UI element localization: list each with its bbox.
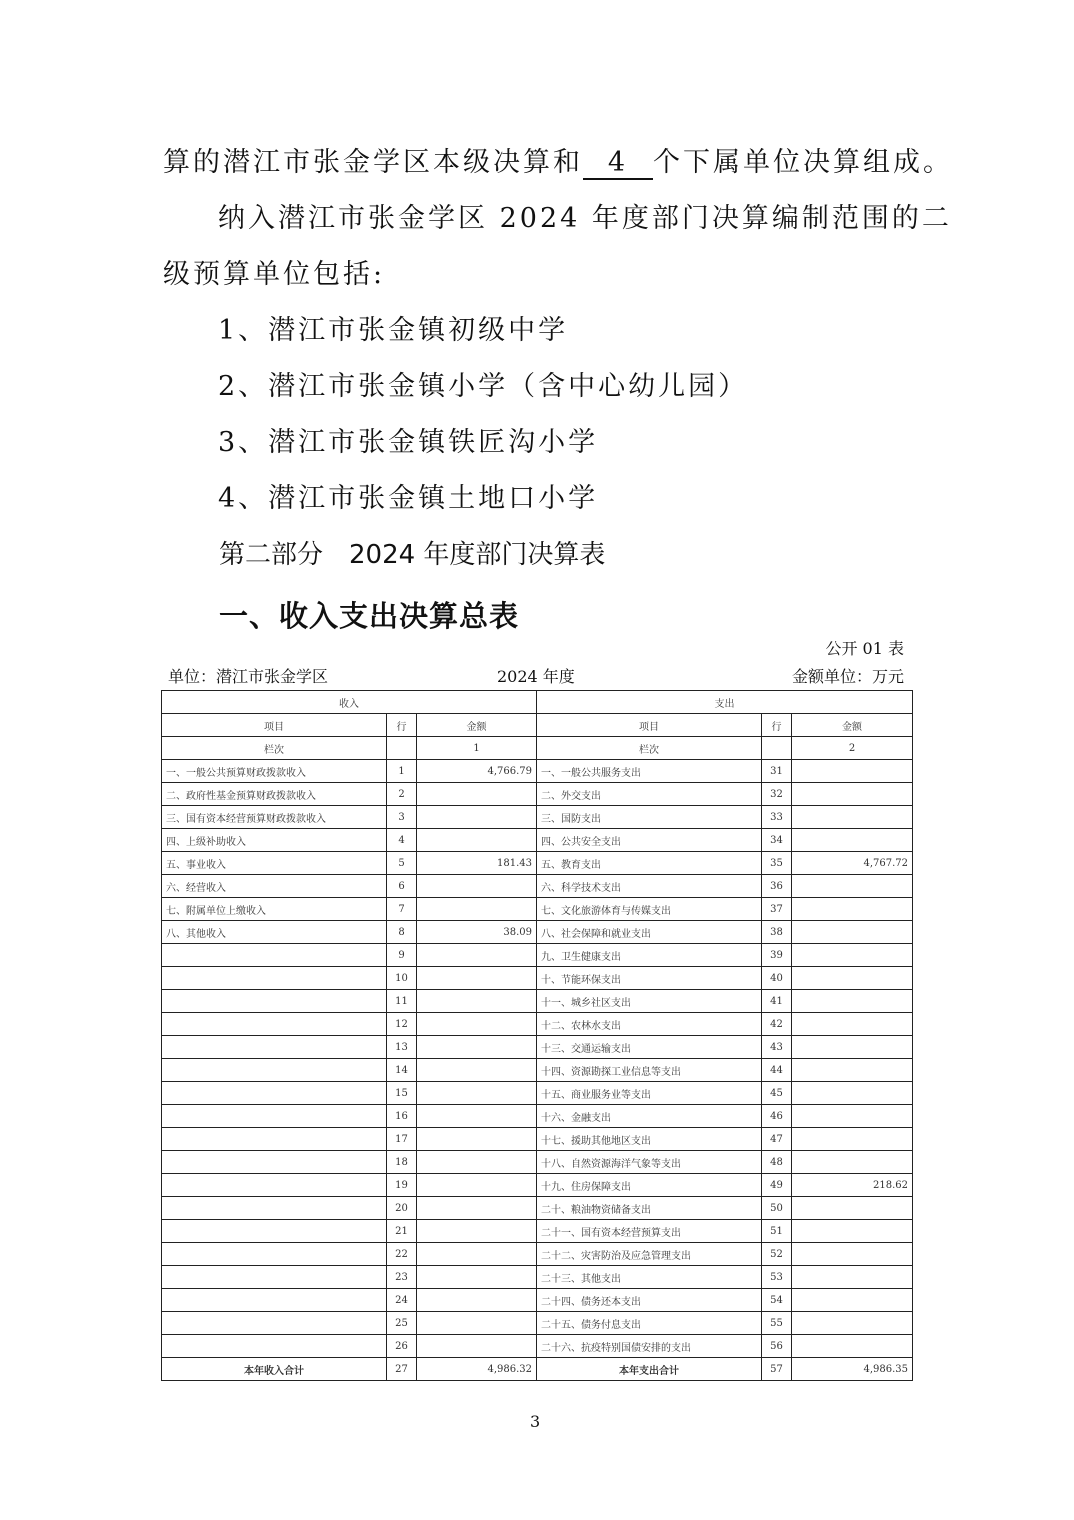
income-row-number: 26 <box>387 1335 417 1358</box>
expense-amount <box>792 1243 913 1266</box>
income-total-amount: 4,986.32 <box>417 1358 537 1381</box>
expense-row-number: 47 <box>762 1128 792 1151</box>
expense-item: 七、文化旅游体育与传媒支出 <box>537 898 762 921</box>
expense-amount <box>792 1082 913 1105</box>
expense-item: 二十、粮油物资储备支出 <box>537 1197 762 1220</box>
subordinate-unit-count: 4 <box>583 148 653 180</box>
expense-amount <box>792 921 913 944</box>
income-row-number: 4 <box>387 829 417 852</box>
expense-amount <box>792 1312 913 1335</box>
income-row-number: 10 <box>387 967 417 990</box>
table-row <box>162 875 913 898</box>
income-amount <box>417 1174 537 1197</box>
expense-amount <box>792 1289 913 1312</box>
expense-row-number: 42 <box>762 1013 792 1036</box>
expense-amount <box>792 806 913 829</box>
income-row-number: 18 <box>387 1151 417 1174</box>
form-code: 公开 01 表 <box>825 639 904 658</box>
income-amount <box>417 829 537 852</box>
income-item-header: 项目 <box>162 714 387 737</box>
income-row-number: 11 <box>387 990 417 1013</box>
income-row-number: 22 <box>387 1243 417 1266</box>
expense-row-number: 38 <box>762 921 792 944</box>
income-amount <box>417 967 537 990</box>
income-amount <box>417 1197 537 1220</box>
table-row <box>162 1197 913 1220</box>
section-title: 第二部分 2024 年度部门决算表 <box>219 540 606 570</box>
income-row-number: 1 <box>387 760 417 783</box>
income-amount <box>417 1289 537 1312</box>
paragraph-text: 算的潜江市张金学区本级决算和 <box>163 147 583 178</box>
income-row-number: 2 <box>387 783 417 806</box>
expense-row-number: 51 <box>762 1220 792 1243</box>
expense-item: 二十一、国有资本经营预算支出 <box>537 1220 762 1243</box>
expense-row-number: 56 <box>762 1335 792 1358</box>
table-row <box>162 1059 913 1082</box>
expense-item: 十、节能环保支出 <box>537 967 762 990</box>
total-row <box>162 1358 913 1381</box>
income-row-number: 20 <box>387 1197 417 1220</box>
income-amount <box>417 1082 537 1105</box>
income-amount <box>417 1266 537 1289</box>
income-item: 四、上级补助收入 <box>162 829 387 852</box>
income-seq-label: 栏次 <box>162 737 387 760</box>
income-row-number: 5 <box>387 852 417 875</box>
expense-amount <box>792 1220 913 1243</box>
table-row <box>162 1335 913 1358</box>
expense-amount <box>792 1128 913 1151</box>
income-item <box>162 1082 387 1105</box>
income-item <box>162 1335 387 1358</box>
expense-item: 四、公共安全支出 <box>537 829 762 852</box>
expense-amount <box>792 990 913 1013</box>
expense-amount: 4,767.72 <box>792 852 913 875</box>
expense-item: 二十三、其他支出 <box>537 1266 762 1289</box>
expense-item: 二十四、债务还本支出 <box>537 1289 762 1312</box>
unit-list-item: 3、潜江市张金镇铁匠沟小学 <box>218 427 599 458</box>
income-item <box>162 1059 387 1082</box>
income-item: 七、附属单位上缴收入 <box>162 898 387 921</box>
paragraph-line-1 <box>163 140 953 180</box>
expense-amount-header: 金额 <box>792 714 913 737</box>
expense-row-number: 43 <box>762 1036 792 1059</box>
income-row-number: 3 <box>387 806 417 829</box>
income-total-row-number: 27 <box>387 1358 417 1381</box>
income-amount <box>417 1036 537 1059</box>
column-header-row <box>162 714 913 737</box>
table-row <box>162 1082 913 1105</box>
expense-row-number: 48 <box>762 1151 792 1174</box>
table-row <box>162 1036 913 1059</box>
expense-item: 六、科学技术支出 <box>537 875 762 898</box>
income-amount: 38.09 <box>417 921 537 944</box>
expense-amount <box>792 829 913 852</box>
table-row <box>162 783 913 806</box>
expense-row-number: 32 <box>762 783 792 806</box>
expense-row-number: 52 <box>762 1243 792 1266</box>
expense-item-header: 项目 <box>537 714 762 737</box>
income-item: 五、事业收入 <box>162 852 387 875</box>
table-row <box>162 1151 913 1174</box>
table-row <box>162 1312 913 1335</box>
expense-item: 三、国防支出 <box>537 806 762 829</box>
income-item <box>162 1174 387 1197</box>
income-amount <box>417 1151 537 1174</box>
table-row <box>162 967 913 990</box>
income-row-number: 25 <box>387 1312 417 1335</box>
expense-amount <box>792 898 913 921</box>
expense-amount <box>792 1036 913 1059</box>
income-item <box>162 944 387 967</box>
expense-amount <box>792 760 913 783</box>
income-item <box>162 1197 387 1220</box>
expense-item: 二十六、抗疫特别国债安排的支出 <box>537 1335 762 1358</box>
income-row-number: 16 <box>387 1105 417 1128</box>
income-item: 二、政府性基金预算财政拨款收入 <box>162 783 387 806</box>
income-amount <box>417 1312 537 1335</box>
expense-row-number: 41 <box>762 990 792 1013</box>
income-amount <box>417 990 537 1013</box>
income-item <box>162 1220 387 1243</box>
paragraph-line-3: 级预算单位包括: <box>163 259 386 290</box>
expense-item: 十九、住房保障支出 <box>537 1174 762 1197</box>
income-item <box>162 1243 387 1266</box>
income-amount: 4,766.79 <box>417 760 537 783</box>
expense-item: 九、卫生健康支出 <box>537 944 762 967</box>
expense-item: 二十二、灾害防治及应急管理支出 <box>537 1243 762 1266</box>
unit-list-item: 2、潜江市张金镇小学（含中心幼儿园） <box>218 371 749 402</box>
table-row <box>162 1105 913 1128</box>
income-row-number: 17 <box>387 1128 417 1151</box>
expense-item: 十七、援助其他地区支出 <box>537 1128 762 1151</box>
income-seq-row <box>387 737 417 760</box>
income-item <box>162 967 387 990</box>
expense-amount <box>792 1105 913 1128</box>
unit-list-item: 4、潜江市张金镇土地口小学 <box>218 483 599 514</box>
income-row-number: 12 <box>387 1013 417 1036</box>
income-item: 三、国有资本经营预算财政拨款收入 <box>162 806 387 829</box>
table-row <box>162 898 913 921</box>
income-item <box>162 1289 387 1312</box>
expense-item: 十五、商业服务业等支出 <box>537 1082 762 1105</box>
expense-row-number: 33 <box>762 806 792 829</box>
income-item <box>162 1312 387 1335</box>
expense-amount <box>792 1059 913 1082</box>
expense-amount <box>792 967 913 990</box>
income-item <box>162 1013 387 1036</box>
table-row <box>162 1174 913 1197</box>
expense-header: 支出 <box>537 691 913 714</box>
expense-seq-label: 栏次 <box>537 737 762 760</box>
income-row-header: 行 <box>387 714 417 737</box>
expense-item: 十八、自然资源海洋气象等支出 <box>537 1151 762 1174</box>
expense-item: 十二、农林水支出 <box>537 1013 762 1036</box>
expense-item: 五、教育支出 <box>537 852 762 875</box>
income-row-number: 21 <box>387 1220 417 1243</box>
expense-amount <box>792 1266 913 1289</box>
income-item <box>162 1128 387 1151</box>
table-row <box>162 1289 913 1312</box>
income-amount <box>417 944 537 967</box>
expense-amount <box>792 1335 913 1358</box>
income-row-number: 13 <box>387 1036 417 1059</box>
unit-list-item: 1、潜江市张金镇初级中学 <box>218 315 569 346</box>
income-amount <box>417 1059 537 1082</box>
expense-row-number: 55 <box>762 1312 792 1335</box>
expense-item: 一、一般公共服务支出 <box>537 760 762 783</box>
income-row-number: 15 <box>387 1082 417 1105</box>
expense-total-amount: 4,986.35 <box>792 1358 913 1381</box>
income-item: 六、经营收入 <box>162 875 387 898</box>
expense-amount <box>792 1013 913 1036</box>
expense-row-number: 54 <box>762 1289 792 1312</box>
currency-label: 金额单位：万元 <box>791 667 904 686</box>
expense-row-number: 40 <box>762 967 792 990</box>
income-amount <box>417 1335 537 1358</box>
table-row <box>162 1013 913 1036</box>
income-item <box>162 1266 387 1289</box>
income-amount: 181.43 <box>417 852 537 875</box>
table-row <box>162 1128 913 1151</box>
expense-row-number: 34 <box>762 829 792 852</box>
income-row-number: 8 <box>387 921 417 944</box>
income-row-number: 7 <box>387 898 417 921</box>
expense-row-number: 39 <box>762 944 792 967</box>
table-row <box>162 760 913 783</box>
expense-amount <box>792 944 913 967</box>
income-seq-number: 1 <box>417 737 537 760</box>
income-row-number: 23 <box>387 1266 417 1289</box>
income-expense-table <box>161 690 913 1381</box>
income-amount <box>417 1013 537 1036</box>
table-row <box>162 990 913 1013</box>
income-row-number: 14 <box>387 1059 417 1082</box>
expense-row-header: 行 <box>762 714 792 737</box>
income-row-number: 24 <box>387 1289 417 1312</box>
income-row-number: 9 <box>387 944 417 967</box>
column-sequence-row <box>162 737 913 760</box>
year-label: 2024 年度 <box>497 667 575 686</box>
expense-seq-number: 2 <box>792 737 913 760</box>
income-row-number: 6 <box>387 875 417 898</box>
table-row <box>162 1220 913 1243</box>
expense-row-number: 49 <box>762 1174 792 1197</box>
table-row <box>162 944 913 967</box>
table-row <box>162 1243 913 1266</box>
expense-row-number: 45 <box>762 1082 792 1105</box>
table-title: 一、收入支出决算总表 <box>219 599 520 633</box>
expense-item: 二、外交支出 <box>537 783 762 806</box>
paragraph-text: 个下属单位决算组成。 <box>653 147 953 178</box>
expense-row-number: 31 <box>762 760 792 783</box>
expense-seq-row <box>762 737 792 760</box>
expense-item: 十三、交通运输支出 <box>537 1036 762 1059</box>
unit-label: 单位：潜江市张金学区 <box>168 667 329 686</box>
income-amount-header: 金额 <box>417 714 537 737</box>
income-amount <box>417 1220 537 1243</box>
income-row-number: 19 <box>387 1174 417 1197</box>
expense-row-number: 36 <box>762 875 792 898</box>
expense-amount <box>792 1197 913 1220</box>
income-amount <box>417 875 537 898</box>
expense-row-number: 46 <box>762 1105 792 1128</box>
paragraph-line-2: 纳入潜江市张金学区 2024 年度部门决算编制范围的二 <box>218 203 952 234</box>
table-row <box>162 921 913 944</box>
expense-item: 十四、资源勘探工业信息等支出 <box>537 1059 762 1082</box>
income-header: 收入 <box>162 691 537 714</box>
expense-row-number: 53 <box>762 1266 792 1289</box>
table-row <box>162 806 913 829</box>
table-row <box>162 852 913 875</box>
income-item <box>162 990 387 1013</box>
expense-amount <box>792 1151 913 1174</box>
expense-row-number: 37 <box>762 898 792 921</box>
expense-item: 二十五、债务付息支出 <box>537 1312 762 1335</box>
expense-amount: 218.62 <box>792 1174 913 1197</box>
table-header-row <box>162 691 913 714</box>
table-row <box>162 1266 913 1289</box>
income-amount <box>417 1105 537 1128</box>
expense-item: 十六、金融支出 <box>537 1105 762 1128</box>
income-item: 一、一般公共预算财政拨款收入 <box>162 760 387 783</box>
income-total-label: 本年收入合计 <box>162 1358 387 1381</box>
expense-item: 八、社会保障和就业支出 <box>537 921 762 944</box>
income-item <box>162 1036 387 1059</box>
income-amount <box>417 806 537 829</box>
income-amount <box>417 1243 537 1266</box>
expense-row-number: 35 <box>762 852 792 875</box>
income-amount <box>417 898 537 921</box>
expense-total-row-number: 57 <box>762 1358 792 1381</box>
income-item: 八、其他收入 <box>162 921 387 944</box>
expense-total-label: 本年支出合计 <box>537 1358 762 1381</box>
expense-row-number: 50 <box>762 1197 792 1220</box>
expense-amount <box>792 783 913 806</box>
expense-row-number: 44 <box>762 1059 792 1082</box>
page-number: 3 <box>530 1412 541 1431</box>
expense-amount <box>792 875 913 898</box>
income-item <box>162 1105 387 1128</box>
table-row <box>162 829 913 852</box>
income-amount <box>417 783 537 806</box>
income-amount <box>417 1128 537 1151</box>
income-item <box>162 1151 387 1174</box>
expense-item: 十一、城乡社区支出 <box>537 990 762 1013</box>
